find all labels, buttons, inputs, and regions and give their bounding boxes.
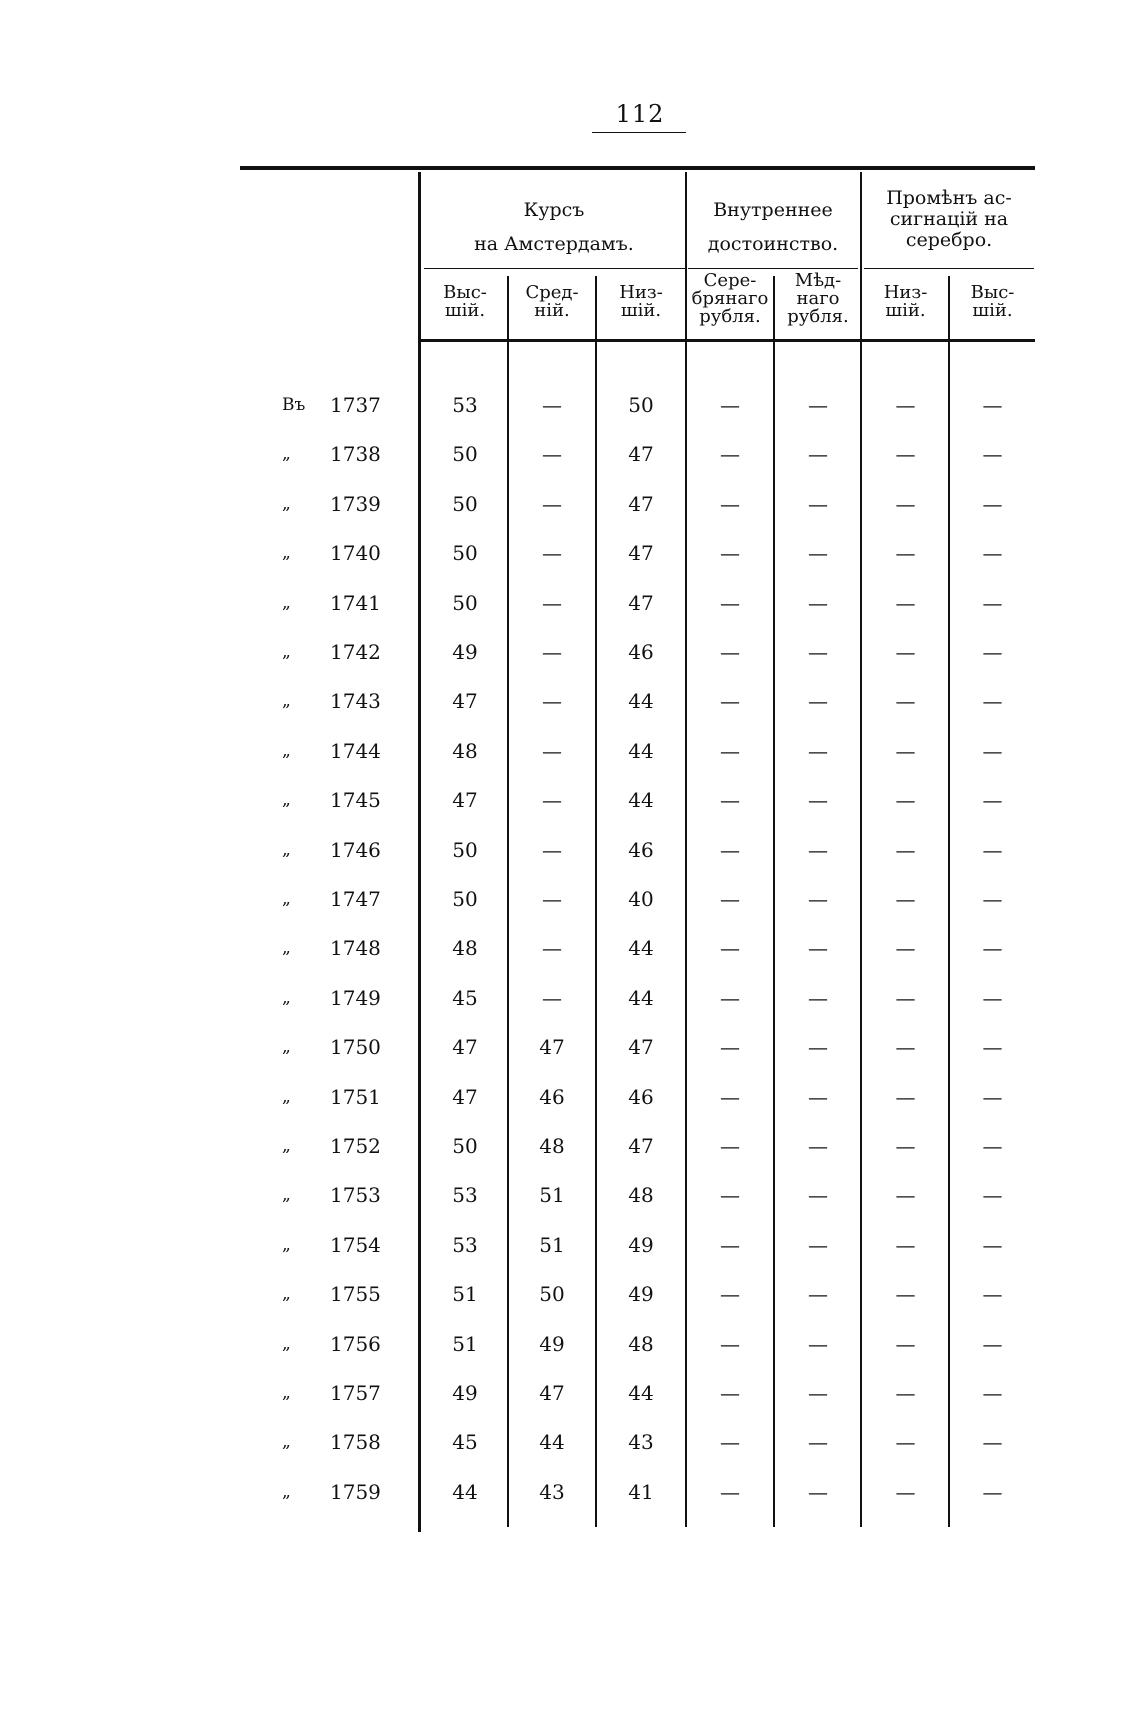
table-cell: — <box>895 590 916 615</box>
table-cell: — <box>895 689 916 714</box>
row-year: 1741 <box>330 590 381 615</box>
row-year: 1746 <box>330 837 381 862</box>
table-cell: — <box>895 887 916 911</box>
table-cell: — <box>982 738 1003 763</box>
table-cell: 50 <box>452 491 478 516</box>
table-cell: — <box>895 788 916 813</box>
table-cell: — <box>895 936 916 961</box>
table-cell: 50 <box>452 541 478 566</box>
table-row <box>0 983 1140 1013</box>
table-cell: — <box>982 1479 1003 1504</box>
table-cell: — <box>982 887 1003 911</box>
table-cell: — <box>808 985 828 1010</box>
table-cell: — <box>808 1331 828 1356</box>
table-cell: 50 <box>452 887 478 911</box>
row-year: 1757 <box>330 1381 381 1405</box>
table-row <box>0 439 1140 469</box>
table-cell: — <box>808 1183 828 1208</box>
row-prefix: Въ <box>282 395 306 415</box>
table-cell: 48 <box>628 1331 654 1356</box>
table-cell: — <box>895 1430 916 1455</box>
table-row <box>0 489 1140 519</box>
table-cell: — <box>542 788 562 813</box>
table-cell: — <box>808 689 828 714</box>
table-cell: 41 <box>628 1479 654 1504</box>
table-cell: — <box>895 393 916 417</box>
table-cell: — <box>720 1134 740 1158</box>
table-cell: — <box>808 887 828 911</box>
table-cell: 47 <box>628 491 654 516</box>
row-year: 1754 <box>330 1232 381 1257</box>
subheader-average: Сред- ній. <box>525 282 579 321</box>
table-cell: 44 <box>628 1381 654 1405</box>
table-cell: — <box>720 590 740 615</box>
row-year: 1750 <box>330 1035 381 1060</box>
table-cell: — <box>808 590 828 615</box>
row-year: 1753 <box>330 1183 381 1208</box>
table-cell: 47 <box>452 689 478 714</box>
table-cell: — <box>982 393 1003 417</box>
table-row <box>0 1032 1140 1062</box>
table-cell: — <box>720 1479 740 1504</box>
table-cell: 44 <box>452 1479 478 1504</box>
group-divider-rule-2 <box>688 268 858 269</box>
table-cell: — <box>982 1282 1003 1307</box>
row-prefix: „ <box>282 444 291 465</box>
subheader-exchange-lowest: Низ- шій. <box>883 282 928 321</box>
table-cell: — <box>982 936 1003 961</box>
header-internal-value: Внутреннее достоинство. <box>707 199 839 255</box>
table-cell: 44 <box>628 936 654 961</box>
table-cell: — <box>720 1035 740 1060</box>
table-cell: 47 <box>452 788 478 813</box>
table-cell: — <box>542 541 562 566</box>
row-prefix: „ <box>282 1481 291 1502</box>
subheader-exchange-highest: Выс- шій. <box>970 282 1015 321</box>
table-cell: 49 <box>452 640 478 664</box>
table-cell: — <box>542 738 562 763</box>
table-cell: — <box>895 1381 916 1405</box>
subheader-lowest: Низ- шій. <box>619 282 663 321</box>
table-cell: 48 <box>452 936 478 961</box>
subheader-highest: Выс- шій. <box>443 282 487 321</box>
table-cell: — <box>982 442 1003 467</box>
table-cell: — <box>895 442 916 467</box>
table-cell: 46 <box>628 1084 654 1109</box>
table-cell: — <box>808 1134 828 1158</box>
table-cell: — <box>982 1035 1003 1060</box>
row-prefix: „ <box>282 740 291 761</box>
table-cell: — <box>982 1134 1003 1158</box>
table-cell: — <box>895 1479 916 1504</box>
table-cell: 44 <box>628 689 654 714</box>
table-cell: — <box>542 393 562 417</box>
table-cell: 43 <box>539 1479 565 1504</box>
row-prefix: „ <box>282 938 291 959</box>
table-cell: — <box>720 640 740 664</box>
table-row <box>0 1427 1140 1457</box>
row-year: 1756 <box>330 1331 381 1356</box>
table-row <box>0 686 1140 716</box>
table-row <box>0 933 1140 963</box>
table-cell: — <box>982 541 1003 566</box>
table-row <box>0 588 1140 618</box>
row-prefix: „ <box>282 691 291 712</box>
table-cell: — <box>542 442 562 467</box>
row-prefix: „ <box>282 1432 291 1453</box>
table-head-rule <box>420 339 1035 342</box>
row-prefix: „ <box>282 1234 291 1255</box>
table-cell: 47 <box>452 1035 478 1060</box>
table-cell: — <box>720 1232 740 1257</box>
table-top-rule <box>240 166 1035 170</box>
table-cell: — <box>808 1232 828 1257</box>
table-cell: 40 <box>628 887 654 911</box>
table-cell: — <box>808 1084 828 1109</box>
table-cell: 53 <box>452 1232 478 1257</box>
row-prefix: „ <box>282 987 291 1008</box>
row-year: 1751 <box>330 1084 381 1109</box>
table-row <box>0 1279 1140 1309</box>
table-cell: — <box>808 1282 828 1307</box>
table-cell: 47 <box>452 1084 478 1109</box>
table-cell: — <box>808 1035 828 1060</box>
table-cell: — <box>808 738 828 763</box>
row-prefix: „ <box>282 1333 291 1354</box>
table-cell: — <box>720 689 740 714</box>
table-cell: — <box>542 936 562 961</box>
table-cell: — <box>720 1381 740 1405</box>
table-cell: 48 <box>628 1183 654 1208</box>
table-cell: — <box>982 1331 1003 1356</box>
table-cell: — <box>982 689 1003 714</box>
row-year: 1755 <box>330 1282 381 1307</box>
table-cell: — <box>895 985 916 1010</box>
row-year: 1759 <box>330 1479 381 1504</box>
table-cell: 49 <box>628 1282 654 1307</box>
table-cell: — <box>895 1035 916 1060</box>
table-cell: 44 <box>628 985 654 1010</box>
table-cell: — <box>720 442 740 467</box>
table-cell: — <box>808 393 828 417</box>
table-cell: — <box>542 689 562 714</box>
table-cell: — <box>895 1183 916 1208</box>
table-cell: 50 <box>452 1134 478 1158</box>
row-year: 1737 <box>330 393 381 417</box>
row-prefix: „ <box>282 1086 291 1107</box>
table-row <box>0 1378 1140 1408</box>
table-cell: — <box>720 1282 740 1307</box>
table-cell: 49 <box>452 1381 478 1405</box>
table-cell: — <box>720 837 740 862</box>
row-prefix: „ <box>282 1037 291 1058</box>
row-prefix: „ <box>282 493 291 514</box>
table-cell: — <box>982 1084 1003 1109</box>
row-prefix: „ <box>282 839 291 860</box>
table-cell: — <box>895 1232 916 1257</box>
table-cell: 51 <box>452 1331 478 1356</box>
table-cell: — <box>895 1084 916 1109</box>
table-cell: — <box>720 1331 740 1356</box>
table-cell: — <box>720 788 740 813</box>
table-cell: — <box>542 491 562 516</box>
table-cell: 50 <box>539 1282 565 1307</box>
table-cell: 49 <box>628 1232 654 1257</box>
row-prefix: „ <box>282 592 291 613</box>
row-prefix: „ <box>282 1383 291 1403</box>
table-row <box>0 884 1140 914</box>
table-cell: 47 <box>539 1035 565 1060</box>
group-divider-rule-3 <box>864 268 1034 269</box>
table-cell: — <box>982 837 1003 862</box>
row-prefix: „ <box>282 1284 291 1305</box>
table-cell: 51 <box>539 1183 565 1208</box>
table-row <box>0 736 1140 766</box>
table-cell: 51 <box>452 1282 478 1307</box>
table-cell: — <box>808 936 828 961</box>
table-cell: — <box>982 985 1003 1010</box>
table-cell: 48 <box>539 1134 565 1158</box>
table-cell: — <box>895 491 916 516</box>
table-cell: — <box>720 541 740 566</box>
table-cell: 45 <box>452 1430 478 1455</box>
table-cell: — <box>982 640 1003 664</box>
table-cell: — <box>895 1134 916 1158</box>
table-row <box>0 637 1140 667</box>
table-cell: 47 <box>628 1035 654 1060</box>
row-prefix: „ <box>282 543 291 564</box>
subheader-copper-ruble: Мѣд- наго рубля. <box>787 270 849 327</box>
row-year: 1749 <box>330 985 381 1010</box>
table-cell: — <box>720 393 740 417</box>
table-row <box>0 1477 1140 1507</box>
row-year: 1747 <box>330 887 381 911</box>
header-assignat-exchange: Промѣнъ ас- сигнацій на серебро. <box>886 187 1012 251</box>
table-cell: — <box>808 788 828 813</box>
table-cell: 51 <box>539 1232 565 1257</box>
table-cell: — <box>982 788 1003 813</box>
row-year: 1738 <box>330 442 381 467</box>
table-cell: 47 <box>628 541 654 566</box>
table-row <box>0 1082 1140 1112</box>
table-cell: 49 <box>539 1331 565 1356</box>
table-cell: — <box>720 887 740 911</box>
table-cell: — <box>982 590 1003 615</box>
table-cell: — <box>895 1282 916 1307</box>
table-cell: — <box>808 837 828 862</box>
table-cell: — <box>982 1430 1003 1455</box>
row-year: 1758 <box>330 1430 381 1455</box>
table-cell: — <box>720 1183 740 1208</box>
table-cell: 44 <box>628 788 654 813</box>
table-cell: 50 <box>452 442 478 467</box>
table-row <box>0 1131 1140 1161</box>
table-cell: — <box>982 1381 1003 1405</box>
table-cell: — <box>720 738 740 763</box>
row-year: 1742 <box>330 640 381 664</box>
row-prefix: „ <box>282 1136 291 1156</box>
row-prefix: „ <box>282 642 291 662</box>
table-cell: 44 <box>628 738 654 763</box>
table-cell: — <box>808 491 828 516</box>
table-cell: 47 <box>628 442 654 467</box>
table-cell: — <box>895 837 916 862</box>
table-cell: — <box>895 640 916 664</box>
table-row <box>0 785 1140 815</box>
table-row <box>0 835 1140 865</box>
table-cell: 44 <box>539 1430 565 1455</box>
table-cell: — <box>808 442 828 467</box>
row-prefix: „ <box>282 889 291 909</box>
table-row <box>0 390 1140 420</box>
row-year: 1743 <box>330 689 381 714</box>
table-cell: — <box>720 491 740 516</box>
table-cell: — <box>982 1183 1003 1208</box>
page-number: 112 <box>615 100 665 128</box>
table-cell: 50 <box>452 837 478 862</box>
row-year: 1748 <box>330 936 381 961</box>
table-row <box>0 1230 1140 1260</box>
table-cell: — <box>808 1381 828 1405</box>
row-year: 1745 <box>330 788 381 813</box>
table-cell: — <box>895 738 916 763</box>
row-year: 1752 <box>330 1134 381 1158</box>
table-cell: — <box>982 491 1003 516</box>
row-prefix: „ <box>282 1185 291 1206</box>
subheader-silver-ruble: Сере- брянаго рубля. <box>691 270 769 327</box>
table-cell: 46 <box>628 837 654 862</box>
table-row <box>0 538 1140 568</box>
table-cell: — <box>720 936 740 961</box>
table-cell: 53 <box>452 1183 478 1208</box>
table-cell: 47 <box>539 1381 565 1405</box>
table-cell: — <box>542 590 562 615</box>
page-number-rule <box>592 132 686 133</box>
row-year: 1739 <box>330 491 381 516</box>
table-cell: — <box>808 640 828 664</box>
row-year: 1744 <box>330 738 381 763</box>
row-year: 1740 <box>330 541 381 566</box>
table-cell: — <box>542 640 562 664</box>
table-cell: 45 <box>452 985 478 1010</box>
table-cell: — <box>720 1084 740 1109</box>
table-cell: — <box>895 541 916 566</box>
table-cell: — <box>720 985 740 1010</box>
table-cell: — <box>808 1479 828 1504</box>
table-cell: 46 <box>539 1084 565 1109</box>
table-cell: — <box>808 1430 828 1455</box>
row-prefix: „ <box>282 790 291 811</box>
table-cell: — <box>542 837 562 862</box>
table-cell: 50 <box>452 590 478 615</box>
table-cell: 46 <box>628 640 654 664</box>
table-cell: — <box>720 1430 740 1455</box>
table-cell: 43 <box>628 1430 654 1455</box>
table-cell: 50 <box>628 393 654 417</box>
table-cell: — <box>982 1232 1003 1257</box>
table-cell: — <box>542 985 562 1010</box>
table-row <box>0 1180 1140 1210</box>
table-cell: 47 <box>628 590 654 615</box>
table-row <box>0 1329 1140 1359</box>
table-cell: — <box>542 887 562 911</box>
table-cell: 48 <box>452 738 478 763</box>
table-cell: 47 <box>628 1134 654 1158</box>
table-cell: 53 <box>452 393 478 417</box>
table-cell: — <box>895 1331 916 1356</box>
group-divider-rule-1 <box>424 268 686 269</box>
table-cell: — <box>808 541 828 566</box>
header-amsterdam-rate: Курсъ на Амстердамъ. <box>474 199 634 255</box>
